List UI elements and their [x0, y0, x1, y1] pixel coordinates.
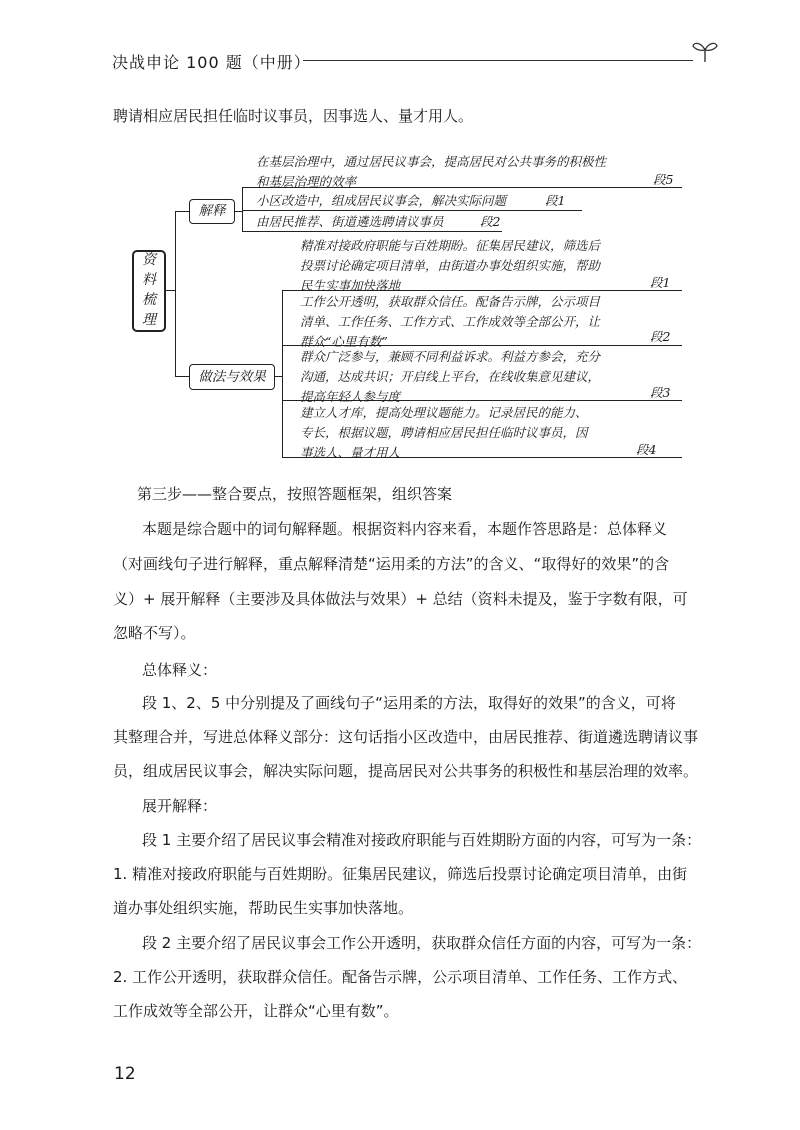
segment-tag: 段4 — [636, 442, 657, 457]
segment-tag: 段1 — [650, 275, 671, 290]
branch-label-explanation: 解释 — [198, 203, 226, 219]
segment-practice-2: 工作公开透明，获取群众信任。配备告示牌，公示项目 清单、工作任务、工作方式、工作成效等全部公开，让 群众“心里有数” — [300, 294, 601, 349]
segment-explanation-3: 由居民推荐、街道遴选聘请议事员 — [256, 214, 444, 229]
branch-label-practice: 做法与效果 — [198, 369, 266, 385]
body-line: 工作成效等全部公开，让群众“心里有数”。 — [113, 1002, 399, 1020]
segment-tag: 段2 — [480, 214, 501, 229]
connector — [175, 376, 189, 377]
segment-explanation-2: 小区改造中，组成居民议事会，解决实际问题 — [256, 193, 507, 208]
segment-explanation-1: 在基层治理中，通过居民议事会，提高居民对公共事务的积极性 和基层治理的效率 — [256, 154, 607, 189]
connector — [282, 290, 283, 458]
body-line: 其整理合并，写进总体释义部分：这句话指小区改造中，由居民推荐、街道遴选聘请议事 — [113, 728, 699, 746]
body-line: 道办事处组织实施，帮助民生实事加快落地。 — [113, 899, 414, 917]
body-line: 展开解释： — [142, 797, 218, 815]
body-line: 段 1、2、5 中分别提及了画线句子“运用柔的方法，取得好的效果”的含义，可将 — [142, 694, 676, 712]
step-heading: 第三步——整合要点，按照答题框架，组织答案 — [137, 485, 453, 503]
segment-tag: 段3 — [650, 385, 671, 400]
intro-line: 聘请相应居民担任临时议事员，因事选人、量才用人。 — [113, 107, 474, 125]
connector — [175, 211, 189, 212]
header-rule — [303, 60, 693, 61]
running-header-title: 决战申论 100 题（中册） — [112, 53, 311, 72]
body-line: 2. 工作公开透明，获取群众信任。配备告示牌，公示项目清单、工作任务、工作方式、 — [113, 968, 688, 986]
body-line: 员，组成居民议事会，解决实际问题，提高居民对公共事务的积极性和基层治理的效率。 — [113, 762, 699, 780]
segment-tag: 段2 — [650, 329, 671, 344]
segment-tag: 段1 — [545, 193, 566, 208]
connector — [175, 211, 176, 377]
segment-practice-4: 建立人才库，提高处理议题能力。记录居民的能力、 专长，根据议题，聘请相应居民担任临时议事员，因 事选人、量才用人 — [300, 405, 588, 460]
sprout-icon — [690, 38, 720, 64]
body-line: 义）+ 展开解释（主要涉及具体做法与效果）+ 总结（资料未提及，鉴于字数有限，可 — [113, 590, 688, 608]
page-number: 12 — [114, 1064, 136, 1084]
body-line: 段 1 主要介绍了居民议事会精准对接政府职能与百姓期盼方面的内容，可写为一条： — [142, 831, 702, 849]
body-line: 1. 精准对接政府职能与百姓期盼。征集居民建议，筛选后投票讨论确定项目清单，由街 — [113, 865, 688, 883]
root-label: 资 料 梳 理 — [142, 252, 156, 328]
body-line: 段 2 主要介绍了居民议事会工作公开透明，获取群众信任方面的内容，可写为一条： — [142, 934, 702, 952]
segment-practice-3: 群众广泛参与，兼顾不同利益诉求。利益方参会，充分 沟通，达成共识；开启线上平台，在线收集意见建议， 提高年轻人参与度 — [300, 349, 601, 404]
body-line: 总体释义： — [142, 661, 218, 679]
body-line: 忽略不写）。 — [113, 624, 196, 642]
segment-practice-1: 精准对接政府职能与百姓期盼。征集居民建议，筛选后 投票讨论确定项目清单，由街道办事处组织实施，帮助 民生实事加快落地 — [300, 238, 601, 293]
body-line: 本题是综合题中的词句解释题。根据资料内容来看，本题作答思路是：总体释义 — [142, 520, 668, 538]
body-line: （对画线句子进行解释，重点解释清楚“运用柔的方法”的含义、“取得好的效果”的含 — [113, 555, 670, 573]
segment-tag: 段5 — [653, 172, 674, 187]
